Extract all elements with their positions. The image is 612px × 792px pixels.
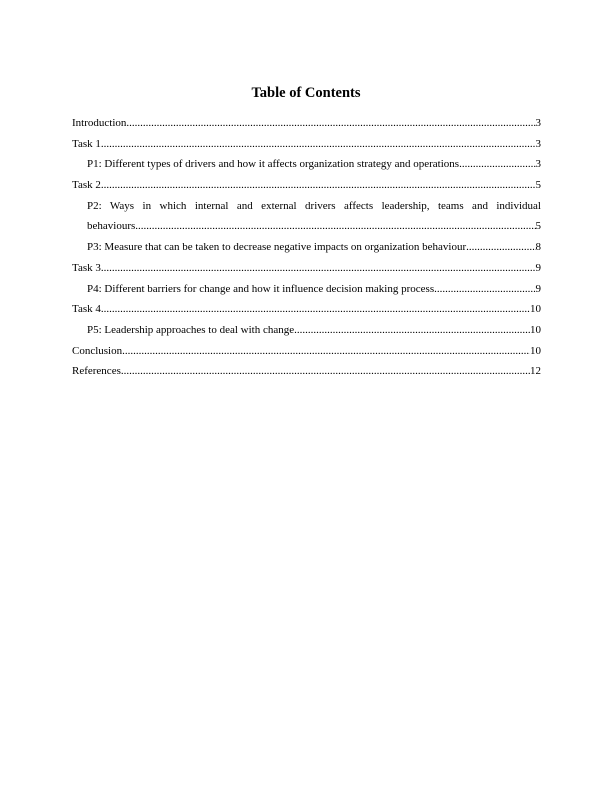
toc-entry-title-line-2: behaviours xyxy=(87,220,136,233)
toc-leader-dots xyxy=(101,258,536,279)
toc-leader-dots xyxy=(122,341,530,362)
toc-entry-task-1[interactable] xyxy=(72,134,541,155)
toc-page-number: 5 xyxy=(535,220,541,233)
toc-entry-title: Task 4 xyxy=(72,303,101,316)
toc-leader-dots xyxy=(126,113,535,134)
toc-entry-title: Task 1 xyxy=(72,137,101,150)
toc-entry-task-2[interactable] xyxy=(72,175,541,196)
toc-page-number: 10 xyxy=(530,344,541,357)
toc-leader-dots xyxy=(121,361,530,382)
toc-list xyxy=(72,113,541,382)
toc-entry-task-4[interactable] xyxy=(72,299,541,320)
toc-page-number: 12 xyxy=(530,365,541,378)
toc-entry-p4[interactable] xyxy=(72,279,541,300)
toc-heading: Table of Contents xyxy=(251,85,361,101)
toc-entry-references[interactable] xyxy=(72,361,541,382)
toc-page-number: 9 xyxy=(535,261,541,274)
toc-entry-introduction[interactable] xyxy=(72,113,541,134)
toc-entry-title: References xyxy=(72,365,121,378)
toc-leader-dots xyxy=(294,320,530,341)
toc-page-number: 10 xyxy=(530,303,541,316)
toc-leader-dots xyxy=(101,175,536,196)
toc-entry-title: Introduction xyxy=(72,117,127,129)
toc-leader-dots xyxy=(459,154,535,175)
toc-entry-title: P3: Measure that can be taken to decrease negative impacts on organization behaviour xyxy=(87,241,467,254)
toc-entry-p1[interactable] xyxy=(72,154,541,175)
toc-entry-title: P4: Different barriers for change and how it influence decision making process xyxy=(87,282,435,295)
toc-entry-title: P1: Different types of drivers and how it affects organization strategy and operations xyxy=(87,158,460,171)
toc-page-number: 10 xyxy=(530,323,541,336)
toc-entry-p2[interactable] xyxy=(72,196,541,237)
toc-entry-title: Task 2 xyxy=(72,179,101,192)
toc-page-number: 3 xyxy=(535,137,541,150)
toc-page-number: 5 xyxy=(535,179,541,192)
toc-page-number: 9 xyxy=(535,282,541,295)
toc-entry-task-3[interactable] xyxy=(72,258,541,279)
toc-leader-dots xyxy=(466,237,535,258)
toc-entry-p5[interactable] xyxy=(72,320,541,341)
toc-leader-dots xyxy=(101,299,530,320)
toc-entry-title: P5: Leadership approaches to deal with change xyxy=(87,323,295,336)
toc-entry-conclusion[interactable] xyxy=(72,341,541,362)
toc-entry-title: Conclusion xyxy=(72,344,123,357)
toc-leader-dots xyxy=(101,134,536,155)
toc-leader-dots xyxy=(434,279,535,300)
toc-leader-dots xyxy=(135,216,535,237)
toc-entry-title: Task 3 xyxy=(72,261,101,274)
toc-page-number: 3 xyxy=(535,117,541,129)
toc-page-number: 8 xyxy=(535,241,541,254)
toc-entry-title-line-1: P2: Ways in which internal and external drivers affects leadership, teams and individual xyxy=(87,199,541,212)
toc-page-number: 3 xyxy=(535,158,541,171)
toc-entry-p3[interactable] xyxy=(72,237,541,258)
